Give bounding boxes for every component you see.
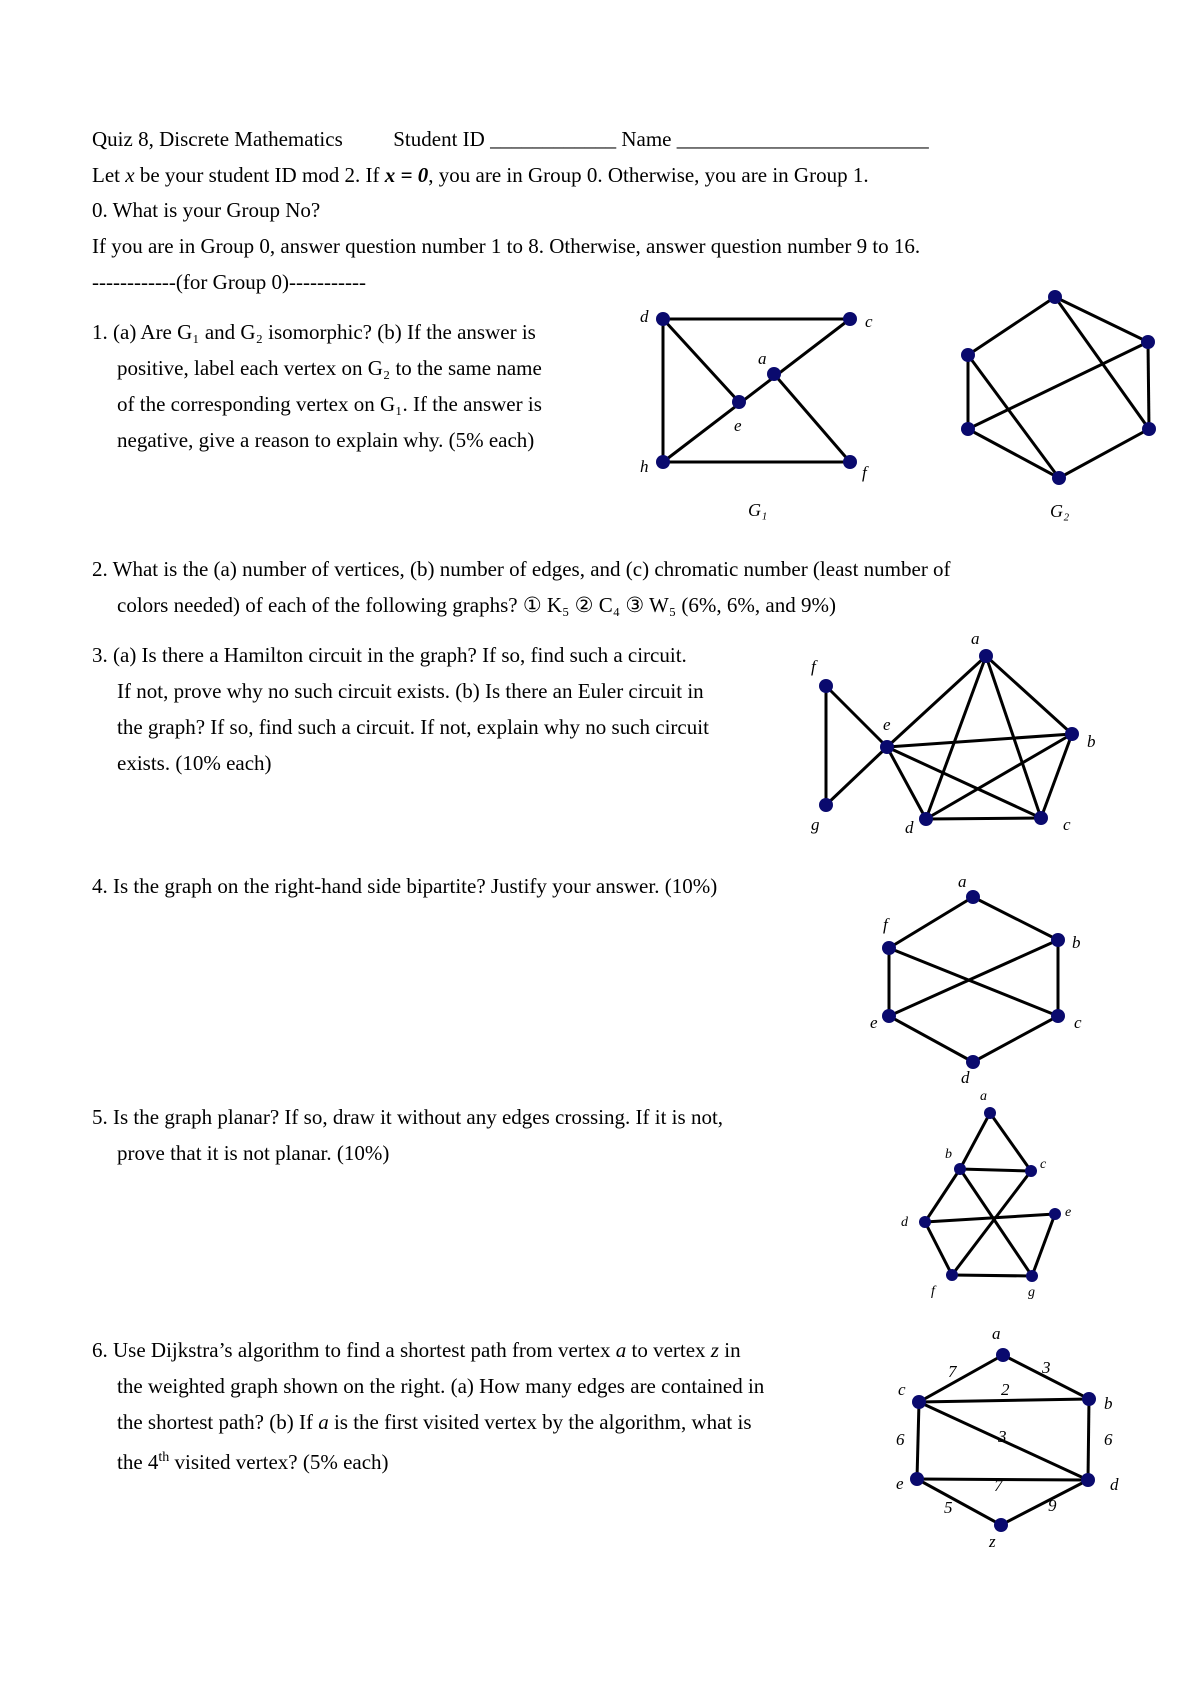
q3-label-a: a: [971, 630, 980, 648]
q2-line-1: 2. What is the (a) number of vertices, (b) number of edges, and (c) chromatic number (least number of: [92, 557, 951, 581]
q4-label-c: c: [1074, 1013, 1082, 1032]
q3-label-e: e: [883, 715, 891, 734]
q4-label-f: f: [883, 915, 888, 934]
q6-weight-ac: 7: [948, 1362, 957, 1381]
g2-caption: G₂: [1050, 501, 1070, 521]
q3-label-g: g: [811, 815, 820, 834]
q5-edges: [925, 1113, 1055, 1276]
q5-label-b: b: [945, 1147, 952, 1162]
q1-line-2: positive, label each vertex on G₂ to the same name: [117, 356, 542, 380]
intro-text-3: , you are in Group 0. Otherwise, you are in Group 1.: [428, 163, 869, 187]
q6-weight-dz: 9: [1048, 1496, 1057, 1515]
q3-edges: [826, 656, 1072, 819]
graph-q4: [870, 870, 1100, 1090]
q6-label-b: b: [1104, 1394, 1113, 1413]
question-0: 0. What is your Group No?: [92, 198, 321, 222]
quiz-title: Quiz 8, Discrete Mathematics: [92, 127, 343, 151]
q6-line-4: the 4th visited vertex? (5% each): [117, 1450, 389, 1474]
graph-g1: [630, 300, 890, 530]
equation: x = 0: [384, 163, 429, 187]
q6-weight-ce: 6: [896, 1430, 905, 1449]
q4-line-1: 4. Is the graph on the right-hand side bipartite? Justify your answer. (10%): [92, 874, 718, 898]
student-id-field[interactable]: ____________: [490, 127, 617, 151]
q5-label-c: c: [1040, 1157, 1047, 1172]
q3-label-b: b: [1087, 732, 1096, 751]
graph-q5: [895, 1090, 1095, 1310]
intro-text-2: be your student ID mod 2. If: [134, 163, 385, 187]
g1-label-h: h: [640, 457, 649, 476]
graph-g2: [950, 285, 1180, 535]
graph-q6: [890, 1325, 1140, 1555]
q6-label-c: c: [898, 1380, 906, 1399]
var-x: x: [125, 163, 135, 187]
student-id-label: Student ID: [393, 127, 485, 151]
q5-label-d: d: [901, 1215, 908, 1230]
q1-line-1: 1. (a) Are G₁ and G₂ isomorphic? (b) If the answer is: [92, 320, 536, 344]
g1-caption: G₁: [748, 500, 768, 520]
q6-label-d: d: [1110, 1475, 1119, 1494]
q6-line-3: the shortest path? (b) If a is the first visited vertex by the algorithm, what is: [117, 1410, 752, 1434]
q1-line-4: negative, give a reason to explain why. (5% each): [117, 428, 535, 452]
graph-q3: [805, 630, 1115, 840]
g1-edges: [663, 319, 850, 462]
q1-line-3: of the corresponding vertex on G₁. If the answer is: [117, 392, 542, 416]
quiz-header: [92, 125, 929, 153]
q5-line-2: prove that it is not planar. (10%): [117, 1141, 390, 1165]
g2-edges: [968, 297, 1149, 478]
q4-label-d: d: [961, 1068, 970, 1087]
q3-line-3: the graph? If so, find such a circuit. If not, explain why no such circuit: [117, 715, 709, 739]
q6-line-1: 6. Use Dijkstra’s algorithm to find a shortest path from vertex a to vertex z in: [92, 1338, 741, 1362]
g1-label-d: d: [640, 307, 649, 326]
q6-weight-bd: 6: [1104, 1430, 1113, 1449]
g1-label-f: f: [862, 463, 867, 482]
q6-label-z: z: [989, 1532, 996, 1551]
group-rule-line: [92, 161, 869, 189]
q4-edges: [889, 897, 1058, 1062]
q6-weight-ed: 7: [994, 1476, 1003, 1495]
g1-label-a: a: [758, 349, 767, 368]
g1-label-e: e: [734, 416, 742, 435]
q3-line-1: 3. (a) Is there a Hamilton circuit in the graph? If so, find such a circuit.: [92, 643, 687, 667]
name-field[interactable]: ________________________: [676, 127, 929, 151]
q5-label-a: a: [980, 1090, 987, 1104]
q5-label-e: e: [1065, 1205, 1072, 1220]
q3-label-c: c: [1063, 815, 1071, 834]
q3-line-4: exists. (10% each): [117, 751, 272, 775]
q6-weight-cd: 3: [998, 1427, 1007, 1446]
group-divider: ------------(for Group 0)-----------: [92, 270, 366, 294]
q3-label-d: d: [905, 818, 914, 837]
q4-label-b: b: [1072, 933, 1081, 952]
q6-weight-ab: 3: [1042, 1358, 1051, 1377]
q6-weight-cb: 2: [1001, 1380, 1010, 1399]
q2-line-2: colors needed) of each of the following graphs? ① K₅ ② C₄ ③ W₅ (6%, 6%, and 9%): [117, 593, 836, 617]
q6-label-a: a: [992, 1325, 1001, 1343]
g1-label-c: c: [865, 312, 873, 331]
name-label: Name: [621, 127, 672, 151]
q3-label-f: f: [811, 657, 816, 676]
q6-label-e: e: [896, 1474, 904, 1493]
q5-label-g: g: [1028, 1285, 1035, 1300]
intro-text-1: Let: [92, 163, 126, 187]
answer-rule: If you are in Group 0, answer question number 1 to 8. Otherwise, answer question number 9 to 16.: [92, 234, 921, 258]
q5-line-1: 5. Is the graph planar? If so, draw it without any edges crossing. If it is not,: [92, 1105, 724, 1129]
q4-label-e: e: [870, 1013, 878, 1032]
q6-weight-ez: 5: [944, 1498, 953, 1517]
q4-label-a: a: [958, 872, 967, 891]
q6-line-2: the weighted graph shown on the right. (a) How many edges are contained in: [117, 1374, 765, 1398]
q3-line-2: If not, prove why no such circuit exists. (b) Is there an Euler circuit in: [117, 679, 704, 703]
q5-label-f: f: [931, 1284, 935, 1299]
